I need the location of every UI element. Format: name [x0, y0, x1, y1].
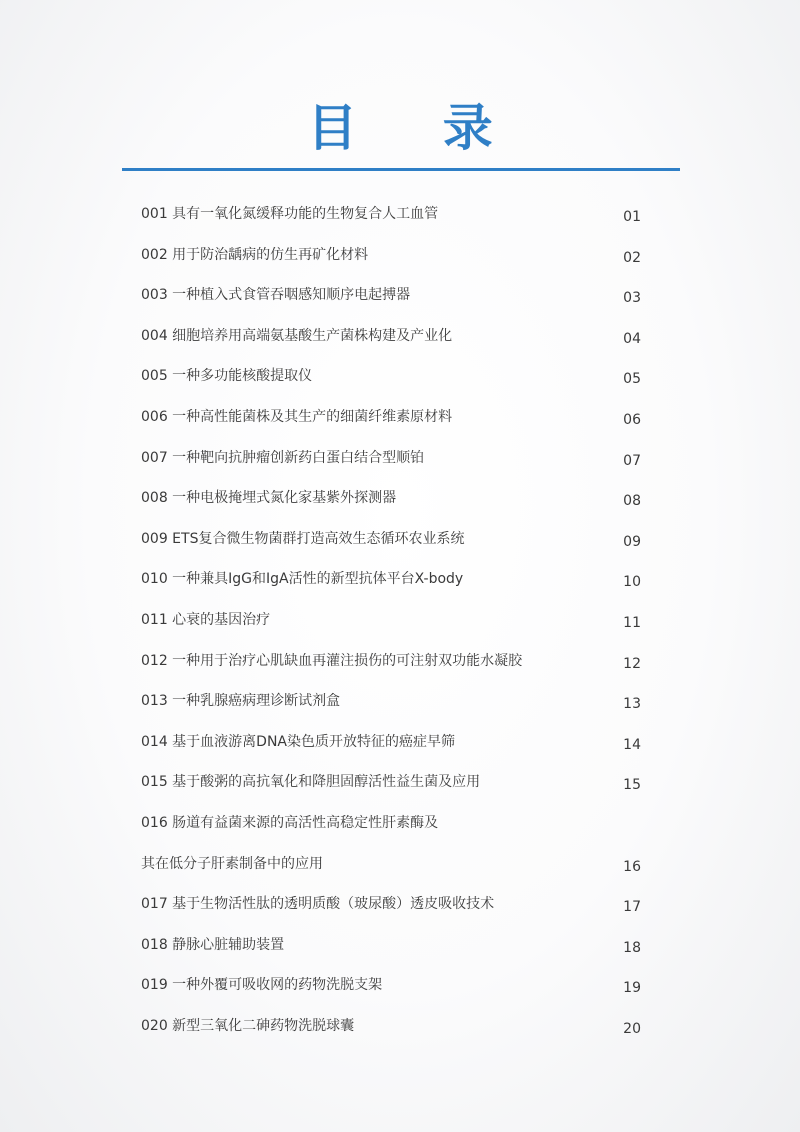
toc-entry-001[interactable] [141, 196, 651, 237]
toc-entry-title: 018 静脉心脏辅助装置 [141, 936, 285, 953]
page-title: 目 录 [307, 99, 527, 157]
toc-entry-page: 19 [623, 980, 641, 997]
toc-entry-016[interactable] [141, 805, 651, 846]
toc-entry-title: 016 肠道有益菌来源的高活性高稳定性肝素酶及 [141, 814, 439, 831]
toc-entry-011[interactable] [141, 602, 651, 643]
toc-entry-title: 008 一种电极掩埋式氮化家基紫外探测器 [141, 490, 397, 507]
toc-entry-page: 04 [623, 330, 641, 347]
toc-entry-002[interactable] [141, 237, 651, 278]
toc-entry-title: 017 基于生物活性肽的透明质酸（玻尿酸）透皮吸收技术 [141, 896, 495, 913]
toc-entry-page: 08 [623, 493, 641, 510]
toc-entry-018[interactable] [141, 927, 651, 968]
toc-entry-page: 06 [623, 411, 641, 428]
toc-entry-page: 10 [623, 574, 641, 591]
toc-entry-012[interactable] [141, 643, 651, 684]
toc-entry-005[interactable] [141, 358, 651, 399]
toc-entry-page: 11 [623, 614, 641, 631]
toc-entry-title: 005 一种多功能核酸提取仪 [141, 368, 313, 385]
toc-entry-017[interactable] [141, 886, 651, 927]
toc-entry-page: 01 [623, 209, 641, 225]
toc-entry-title: 011 心衰的基因治疗 [141, 611, 271, 628]
toc-entry-title: 020 新型三氧化二砷药物洗脱球囊 [141, 1017, 355, 1034]
toc-entry-title: 001 具有一氧化氮缓释功能的生物复合人工血管 [141, 206, 439, 222]
toc-entry-page: 05 [623, 371, 641, 388]
toc-entry-015[interactable] [141, 764, 651, 805]
toc-entry-page: 17 [623, 899, 641, 916]
toc-entry-title: 019 一种外覆可吸收网的药物洗脱支架 [141, 977, 383, 994]
toc-entry-008[interactable] [141, 480, 651, 521]
toc-entry-003[interactable] [141, 277, 651, 318]
toc-entry-title: 其在低分子肝素制备中的应用 [141, 855, 323, 872]
toc-entry-006[interactable] [141, 399, 651, 440]
toc-entry-page: 07 [623, 452, 641, 469]
toc-entry-004[interactable] [141, 318, 651, 359]
toc-entry-title: 013 一种乳腺癌病理诊断试剂盒 [141, 693, 341, 710]
toc-entry-title: 004 细胞培养用高端氨基酸生产菌株构建及产业化 [141, 327, 453, 344]
toc-entry-013[interactable] [141, 683, 651, 724]
toc-entry-title: 006 一种高性能菌株及其生产的细菌纤维素原材料 [141, 408, 453, 425]
toc-entry-page: 20 [623, 1020, 641, 1037]
toc-entry-010[interactable] [141, 561, 651, 602]
toc-list [141, 196, 651, 1048]
toc-entry-title: 012 一种用于治疗心肌缺血再灌注损伤的可注射双功能水凝胶 [141, 652, 523, 669]
toc-entry-title: 009 ETS复合微生物菌群打造高效生态循环农业系统 [141, 530, 465, 547]
toc-entry-title: 014 基于血液游离DNA染色质开放特征的癌症早筛 [141, 733, 456, 750]
toc-entry-title: 003 一种植入式食管吞咽感知顺序电起搏器 [141, 287, 411, 304]
toc-entry-page: 14 [623, 736, 641, 753]
toc-entry-page: 18 [623, 939, 641, 956]
toc-entry-title: 007 一种靶向抗肿瘤创新药白蛋白结合型顺铂 [141, 449, 425, 466]
toc-entry-page: 16 [623, 858, 641, 875]
toc-entry-page: 15 [623, 777, 641, 794]
toc-entry-page: 09 [623, 533, 641, 550]
toc-entry-title: 010 一种兼具IgG和IgA活性的新型抗体平台X-body [141, 571, 464, 588]
toc-entry-page: 12 [623, 655, 641, 672]
toc-entry-016-continued[interactable] [141, 846, 651, 887]
toc-entry-019[interactable] [141, 967, 651, 1008]
toc-entry-007[interactable] [141, 440, 651, 481]
title-divider [122, 168, 680, 171]
toc-entry-page: 03 [623, 290, 641, 307]
toc-entry-page: 02 [623, 249, 641, 266]
toc-entry-title: 002 用于防治龋病的仿生再矿化材料 [141, 246, 369, 263]
toc-entry-014[interactable] [141, 724, 651, 765]
toc-entry-page: 13 [623, 696, 641, 713]
toc-entry-009[interactable] [141, 521, 651, 562]
toc-entry-title: 015 基于酸粥的高抗氧化和降胆固醇活性益生菌及应用 [141, 774, 481, 791]
toc-entry-020[interactable] [141, 1008, 651, 1049]
